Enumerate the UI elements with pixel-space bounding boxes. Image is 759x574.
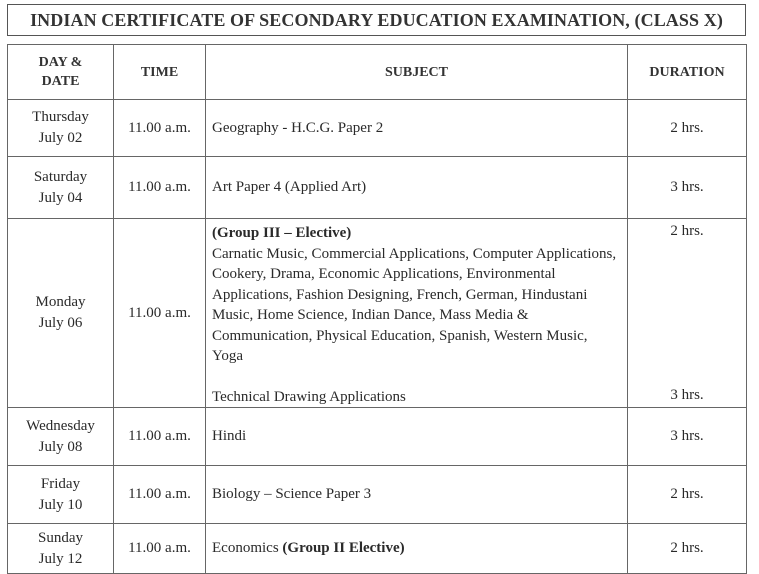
day-date-cell [8, 408, 114, 466]
day-date-cell [8, 466, 114, 524]
time-cell: 11.00 a.m. [114, 219, 206, 408]
duration-cell [628, 219, 747, 408]
day-date-cell [8, 524, 114, 574]
exam-date: July 02 [38, 130, 83, 146]
time-cell: 11.00 a.m. [114, 466, 206, 524]
day-name: Monday [35, 294, 86, 310]
time-cell: 11.00 a.m. [114, 524, 206, 574]
table-row [8, 408, 747, 466]
time-cell: 11.00 a.m. [114, 157, 206, 219]
time-cell: 11.00 a.m. [114, 408, 206, 466]
header-time: TIME [114, 45, 206, 100]
table-row [8, 100, 747, 157]
subject-cell [206, 524, 628, 574]
page-title [7, 4, 746, 36]
day-date-cell [8, 100, 114, 157]
duration-cell: 3 hrs. [628, 157, 747, 219]
subject-group-label: (Group II Elective) [282, 540, 405, 557]
subject-cell: Biology – Science Paper 3 [206, 466, 628, 524]
duration-cell: 2 hrs. [628, 524, 747, 574]
header-day-label: DAY & [38, 55, 83, 70]
header-date-label: DATE [41, 74, 80, 89]
extra-duration: 3 hrs. [670, 387, 704, 403]
header-row [8, 45, 747, 100]
time-cell: 11.00 a.m. [114, 100, 206, 157]
header-duration: DURATION [628, 45, 747, 100]
day-name: Sunday [38, 529, 83, 546]
day-name: Wednesday [26, 417, 95, 434]
day-date-cell [8, 157, 114, 219]
title-text: INDIAN CERTIFICATE OF SECONDARY EDUCATION EXAMINATION, (CLASS X) [30, 9, 723, 30]
extra-subject: Technical Drawing Applications [212, 388, 406, 405]
exam-date: July 12 [38, 550, 83, 567]
table-row [8, 466, 747, 524]
header-day-date [8, 45, 114, 100]
group-subject-list: Carnatic Music, Commercial Applications, Computer Applications, Cookery, Drama, Economic Applications, Environmental Applications, Fashion Designing, French, German, Hindustani Music, Home Science, Indian Dance, Mass Media & Communication, Physical Education, Spanish, Western Music, Yoga [212, 245, 617, 364]
exam-date: July 04 [38, 189, 83, 206]
day-name: Saturday [33, 168, 88, 185]
subject-cell: Hindi [206, 408, 628, 466]
header-subject: SUBJECT [206, 45, 628, 100]
duration-cell: 3 hrs. [628, 408, 747, 466]
day-name: Friday [40, 475, 81, 492]
exam-date: July 08 [38, 438, 83, 455]
duration-cell: 2 hrs. [628, 100, 747, 157]
group-duration: 2 hrs. [670, 223, 704, 239]
day-name: Thursday [32, 109, 89, 125]
subject-cell [206, 219, 628, 408]
subject-cell: Geography - H.C.G. Paper 2 [206, 100, 628, 157]
exam-date: July 06 [38, 315, 83, 331]
group-heading: (Group III – Elective) [212, 225, 352, 241]
table-row [8, 157, 747, 219]
table-row [8, 219, 747, 408]
exam-schedule-table [7, 44, 747, 574]
day-date-cell [8, 219, 114, 408]
subject-plain-text: Economics [212, 540, 283, 557]
table-row [8, 524, 747, 574]
duration-cell: 2 hrs. [628, 466, 747, 524]
exam-date: July 10 [38, 496, 83, 513]
subject-cell: Art Paper 4 (Applied Art) [206, 157, 628, 219]
